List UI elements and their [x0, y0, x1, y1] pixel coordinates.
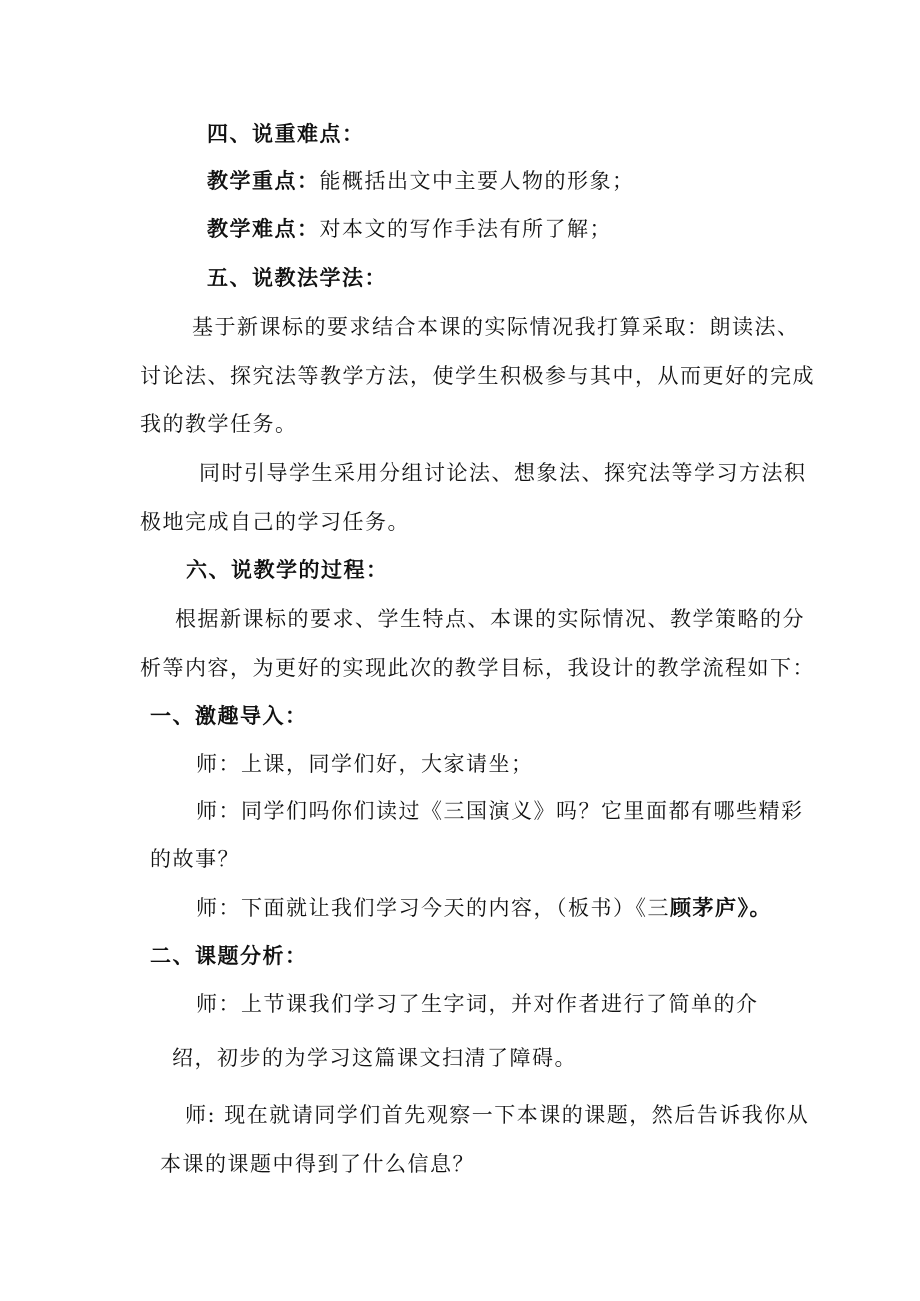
dialogue-line: 师：上节课我们学习了生字词，并对作者进行了简单的介	[196, 992, 759, 1016]
paragraph-line: 讨论法、探究法等教学方法，使学生积极参与其中，从而更好的完成	[140, 364, 815, 388]
lesson-title-bold: 顾茅庐》。	[670, 895, 772, 920]
dialogue-line: 的故事？	[150, 847, 240, 871]
dialogue-line: 师: 现在就请同学们首先观察一下本课的课题，然后告诉我你从	[185, 1103, 810, 1127]
teaching-difficulty-label: 教学难点：	[207, 216, 320, 241]
paragraph-line: 根据新课标的要求、学生特点、本课的实际情况、教学策略的分	[175, 607, 805, 631]
dialogue-line: 绍，初步的为学习这篇课文扫清了障碍。	[172, 1046, 577, 1070]
teaching-key-point	[207, 167, 635, 195]
section-heading-6: 六、说教学的过程：	[186, 557, 389, 582]
teaching-key-text: 能概括出文中主要人物的形象；	[319, 169, 635, 193]
paragraph-line: 同时引导学生采用分组讨论法、想象法、探究法等学习方法积	[199, 461, 807, 485]
step-heading-1: 一、激趣导入：	[150, 703, 308, 728]
dialogue-text: 师：下面就让我们学习今天的内容，（板书）《三	[196, 896, 670, 920]
teaching-key-label: 教学重点：	[207, 168, 320, 193]
teaching-difficulty-text: 对本文的写作手法有所了解；	[319, 217, 612, 241]
dialogue-line: 本课的课题中得到了什么信息？	[160, 1152, 475, 1176]
paragraph-line: 极地完成自己的学习任务。	[140, 510, 410, 534]
dialogue-line: 师：上课，同学们好，大家请坐；	[196, 752, 534, 776]
teaching-difficulty	[207, 215, 612, 243]
section-heading-4: 四、说重难点：	[207, 121, 365, 146]
paragraph-line: 析等内容，为更好的实现此次的教学目标，我设计的教学流程如下：	[140, 656, 815, 680]
dialogue-line	[196, 894, 772, 922]
paragraph-line: 我的教学任务。	[140, 412, 298, 436]
paragraph-line: 基于新课标的要求结合本课的实际情况我打算采取：朗读法、	[192, 315, 800, 339]
step-heading-2: 二、课题分析：	[150, 943, 308, 968]
section-heading-5: 五、说教法学法：	[207, 265, 387, 290]
dialogue-line: 师：同学们吗你们读过《三国演义》吗？它里面都有哪些精彩	[196, 799, 804, 823]
